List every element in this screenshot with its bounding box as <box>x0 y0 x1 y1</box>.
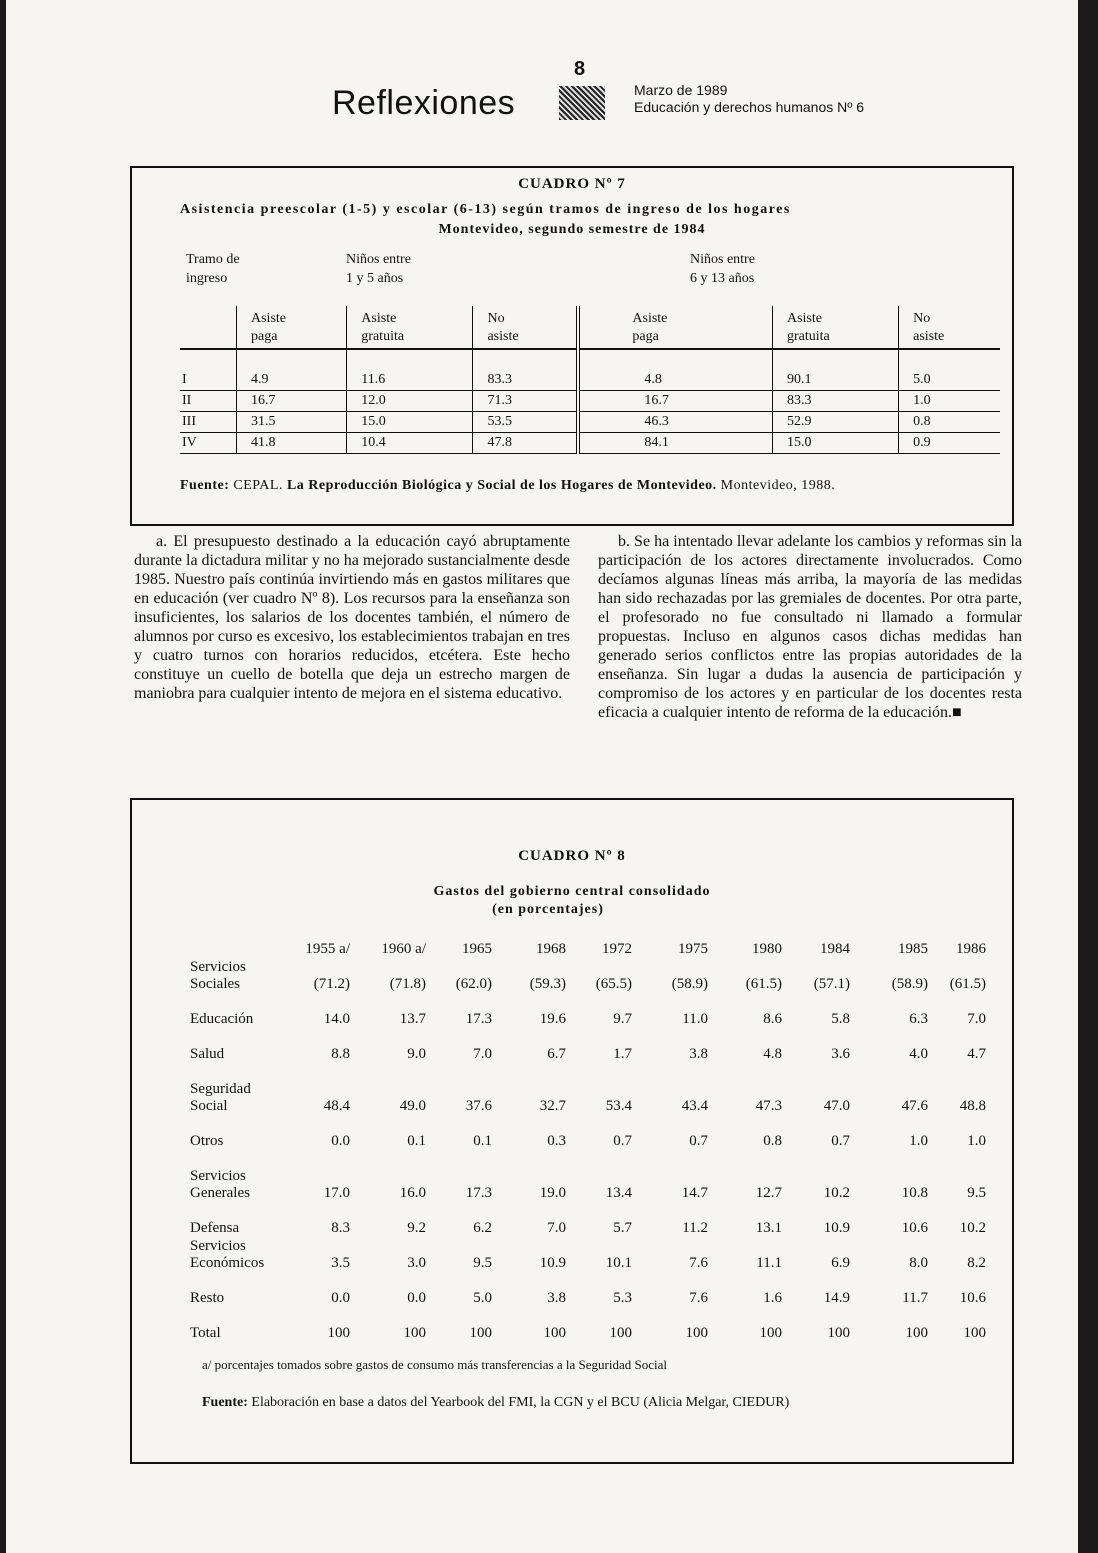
table-row: III 31.5 15.0 53.5 46.3 52.9 0.8 <box>180 412 1000 433</box>
cuadro-8-title: CUADRO Nº 8 <box>518 848 626 864</box>
cuadro-7-subtitle-2: Montevideo, segundo semestre de 1984 <box>438 222 706 237</box>
issue-section: Educación y derechos humanos Nº 6 <box>634 99 865 115</box>
table-row: IV 41.8 10.4 47.8 84.1 15.0 0.9 <box>180 433 1000 454</box>
cuadro-7-table <box>180 306 1000 454</box>
col-header: Asiste paga <box>237 306 347 349</box>
issue-info <box>634 82 864 116</box>
col-header: No asiste <box>899 306 1000 349</box>
publication-title: Reflexiones <box>332 84 516 122</box>
group-1-5-label: Niños entre 1 y 5 años <box>346 252 411 286</box>
cuadro-7-box <box>130 166 1014 526</box>
col-header: Asiste gratuita <box>772 306 898 349</box>
table-row: II 16.7 12.0 71.3 16.7 83.3 1.0 <box>180 391 1000 412</box>
cuadro-8-subtitle-1: Gastos del gobierno central consolidado <box>433 884 711 899</box>
col-header: Asiste paga <box>578 306 772 349</box>
table-row: Otros 0.0 0.1 0.1 0.3 0.7 0.7 0.8 0.7 1.0 1.0 <box>190 1133 986 1149</box>
paragraph-a: a. El presupuesto destinado a la educación cayó abruptamente durante la dictadura militar y no ha mejorado sustancialmente desde 1985. Nuestro país continúa invirtiendo más en gastos militares que en educación (ver cuadro Nº 8). Los recursos para la enseñanza son insuficientes, los salarios de los docentes también, el número de alumnos por curso es excesivo, los establecimientos trabajan en tres y cuatro turnos con horarios reducidos, etcétera. Este hecho constituye un cuello de botella que deja un estrecho margen de maniobra para cualquier intento de mejora en el sistema educativo. <box>134 533 570 702</box>
tramo-label: Tramo de ingreso <box>186 252 240 286</box>
cuadro-8-source: Fuente: Elaboración en base a datos del Yearbook del FMI, la CGN y el BCU (Alicia Melgar, CIEDUR) <box>202 1395 790 1410</box>
issue-date: Marzo de 1989 <box>634 82 728 98</box>
cuadro-7-subtitle-1: Asistencia preescolar (1-5) y escolar (6-13) según tramos de ingreso de los hogares <box>180 202 791 217</box>
page <box>6 0 1078 1553</box>
cuadro-8-footnote: a/ porcentajes tomados sobre gastos de consumo más transferencias a la Seguridad Social <box>202 1357 667 1372</box>
cuadro-7-title: CUADRO Nº 7 <box>518 176 626 192</box>
cuadro-8-table <box>190 936 986 1342</box>
page-header <box>6 58 1078 132</box>
cuadro-8-box <box>130 798 1014 1464</box>
table-row: Educación 14.0 13.7 17.3 19.6 9.7 11.0 8.6 5.8 6.3 7.0 <box>190 1011 986 1027</box>
page-number: 8 <box>574 58 586 80</box>
table-row: Salud 8.8 9.0 7.0 6.7 1.7 3.8 4.8 3.6 4.0 4.7 <box>190 1046 986 1062</box>
cuadro-7-source: Fuente: CEPAL. La Reproducción Biológica y Social de los Hogares de Montevideo. Montevideo, 1988. <box>180 478 836 493</box>
col-header: No asiste <box>473 306 578 349</box>
group-6-13-label: Niños entre 6 y 13 años <box>690 252 755 286</box>
table-row: Total 100 100 100 100 100 100 100 100 100 100 <box>190 1325 986 1341</box>
table-row: Servicios Económicos 3.5 3.0 9.5 10.9 10.1 7.6 11.1 6.9 8.0 8.2 <box>190 1238 986 1271</box>
cuadro-8-subtitle-2: (en porcentajes) <box>492 902 604 917</box>
col-header: Asiste gratuita <box>347 306 473 349</box>
table-row: Servicios Sociales (71.2) (71.8) (62.0) (59.3) (65.5) (58.9) (61.5) (57.1) (58.9) (61.5) <box>190 959 986 992</box>
header-pattern-icon <box>559 86 605 120</box>
end-mark-icon: ■ <box>952 704 962 721</box>
table-row: I 4.9 11.6 83.3 4.8 90.1 5.0 <box>180 349 1000 391</box>
year-header-row: 1955 a/ 1960 a/ 1965 1968 1972 1975 1980 1984 1985 1986 <box>305 941 986 957</box>
table-row: Servicios Generales 17.0 16.0 17.3 19.0 13.4 14.7 12.7 10.2 10.8 9.5 <box>190 1168 986 1201</box>
table-row: Defensa 8.3 9.2 6.2 7.0 5.7 11.2 13.1 10.9 10.6 10.2 <box>190 1220 986 1236</box>
table-row: Resto 0.0 0.0 5.0 3.8 5.3 7.6 1.6 14.9 11.7 10.6 <box>190 1290 986 1306</box>
paragraph-b: b. Se ha intentado llevar adelante los cambios y reformas sin la participación de los actores directamente involucrados. Como decíamos algunas líneas más arriba, la mayoría de las medidas han sido rechazadas por las gremiales de docentes. Por otra parte, el profesorado no fue consultado ni llamado a formular propuestas. Incluso en algunos casos dichas medidas han generado serios conflictos entre las propias autoridades de la enseñanza. Sin lugar a dudas la ausencia de participación y compromiso de los actores y en particular de los docentes resta eficacia a cualquier intento de reforma de la educación.■ <box>598 533 1022 721</box>
table-row: Seguridad Social 48.4 49.0 37.6 32.7 53.4 43.4 47.3 47.0 47.6 48.8 <box>190 1081 986 1114</box>
